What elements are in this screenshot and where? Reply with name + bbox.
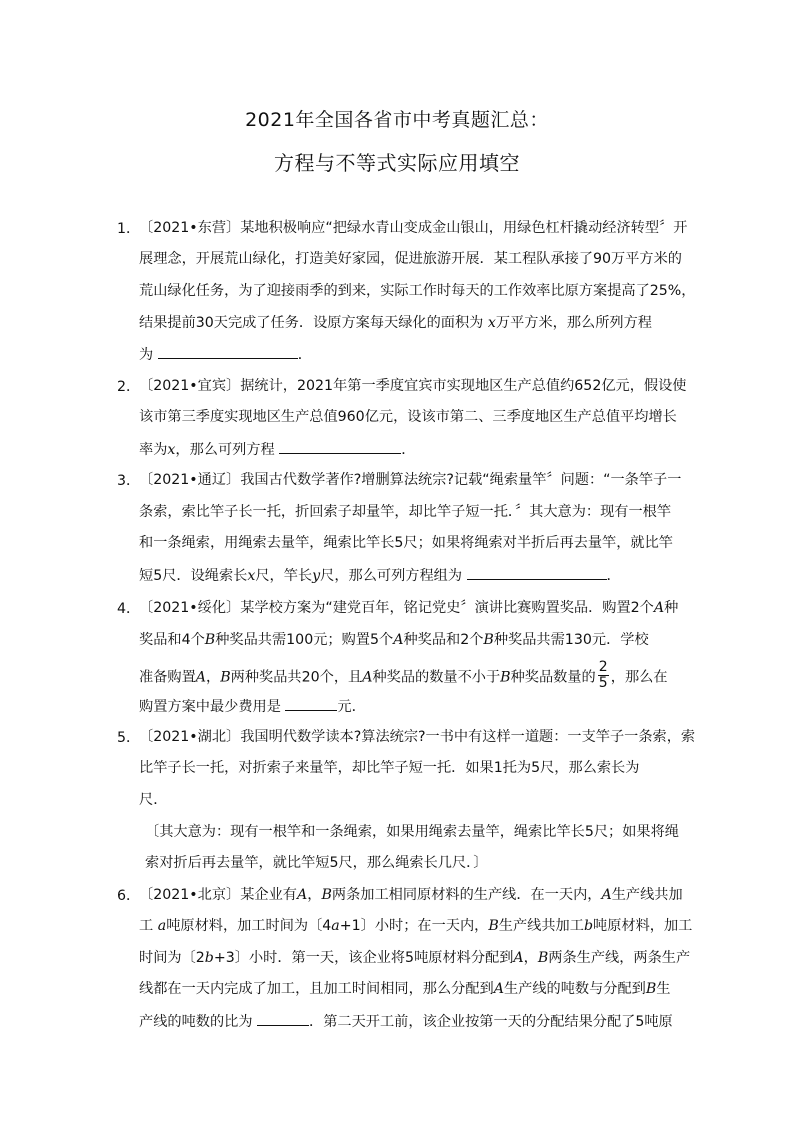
question-5-line-2: 比竿子长一托，对折索子来量竿，却比竿子短一托．如果1托为5尺，那么索长为 (139, 760, 640, 776)
question-6-line-4: 线都在一天内完成了加工，且加工时间相同，那么分配到A生产线的吨数与分配到B生 (139, 981, 671, 997)
question-1-line-2: 展理念，开展荒山绿化，打造美好家园，促进旅游开展．某工程队承接了90万平方米的 (139, 251, 682, 267)
question-2-line-2: 该市第三季度实现地区生产总值960亿元，设该市第二、三季度地区生产总值平均增长 (139, 409, 677, 425)
question-6-number: 6． (117, 888, 141, 904)
question-5-line-3: 尺． (139, 792, 168, 808)
question-2-line-3: 率为x，那么可列方程 ． (139, 439, 415, 460)
question-4-line-2: 奖品和4个B种奖品共需100元；购置5个A种奖品和2个B种奖品共需130元．学校 (139, 632, 649, 648)
answer-blank-6[interactable] (257, 1011, 309, 1026)
question-2-line-1: 〔2021•宜宾〕据统计，2021年第一季度宜宾市实现地区生产总值约652亿元，假设使 (139, 378, 687, 394)
answer-blank-1[interactable] (158, 344, 298, 359)
question-1-line-3: 荒山绿化任务，为了迎接雨季的到来，实际工作时每天的工作效率比原方案提高了25%， (139, 283, 696, 299)
question-3-number: 3． (117, 473, 141, 489)
document-subtitle: 方程与不等式实际应用填空 (274, 151, 520, 175)
question-5-number: 5． (117, 730, 141, 746)
question-4-line-3: 准备购置A，B两种奖品共20个，且A种奖品的数量不小于B种奖品数量的 $\frac{2}{5}$ ，那么在 (139, 659, 668, 691)
question-4-line-4: 购置方案中最少费用是 元． (139, 696, 366, 717)
answer-blank-2[interactable] (279, 439, 401, 454)
question-5-note-2: 索对折后再去量竿，就比竿短5尺，那么绳索长几尺．〕 (145, 855, 488, 871)
question-3-line-2: 条索，索比竿子长一托，折回索子却量竿，却比竿子短一托．〞其大意为：现有一根竿 (139, 504, 672, 520)
answer-blank-3[interactable] (467, 565, 607, 580)
question-1-line-1: 〔2021•东营〕某地积极响应“把绿水青山变成金山银山，用绿色杠杆撬动经济转型〞开 (139, 220, 688, 236)
question-1-line-4: 结果提前30天完成了任务．设原方案每天绿化的面积为 x万平方米，那么所列方程 (139, 315, 652, 331)
question-6-line-2: 工 a吨原材料，加工时间为〔4a+1〕小时；在一天内，B生产线共加工b吨原材料，加工 (139, 918, 693, 934)
fraction-two-fifths: $\frac{2}{5}$ (598, 659, 608, 691)
question-3-line-4: 短5尺．设绳索长x尺，竿长y尺，那么可列方程组为 ． (139, 565, 621, 586)
question-1-number: 1． (117, 221, 141, 237)
variable-x: x (487, 315, 496, 331)
answer-blank-4[interactable] (285, 696, 337, 711)
question-3-line-1: 〔2021•通辽〕我国古代数学著作?增删算法统宗?记载“绳索量竿〞问题：“一条竿子一 (139, 472, 682, 488)
question-4-number: 4． (117, 601, 141, 617)
document-title: 2021年全国各省市中考真题汇总： (245, 109, 549, 131)
question-2-number: 2． (117, 379, 141, 395)
question-6-line-5: 产线的吨数的比为 ．第二天开工前，该企业按第一天的分配结果分配了5吨原 (139, 1011, 673, 1032)
question-1-line-5: 为 ． (139, 344, 312, 365)
question-5-line-1: 〔2021•湖北〕我国明代数学读本?算法统宗?一书中有这样一道题：一支竿子一条索，索 (139, 729, 696, 745)
question-6-line-1: 〔2021•北京〕某企业有A，B两条加工相同原材料的生产线．在一天内，A生产线共加 (139, 887, 683, 903)
question-3-line-3: 和一条绳索，用绳索去量竿，绳索比竿长5尺；如果将绳索对半折后再去量竿，就比竿 (139, 535, 673, 551)
question-6-line-3: 时间为〔2b+3〕小时．第一天，该企业将5吨原材料分配到A，B两条生产线，两条生产 (139, 950, 691, 966)
question-5-note-1: 〔其大意为：现有一根竿和一条绳索，如果用绳索去量竿，绳索比竿长5尺；如果将绳 (145, 824, 679, 840)
question-4-line-1: 〔2021•绥化〕某学校方案为“建党百年，铭记党史〞演讲比赛购置奖品．购置2个A种 (139, 600, 679, 616)
